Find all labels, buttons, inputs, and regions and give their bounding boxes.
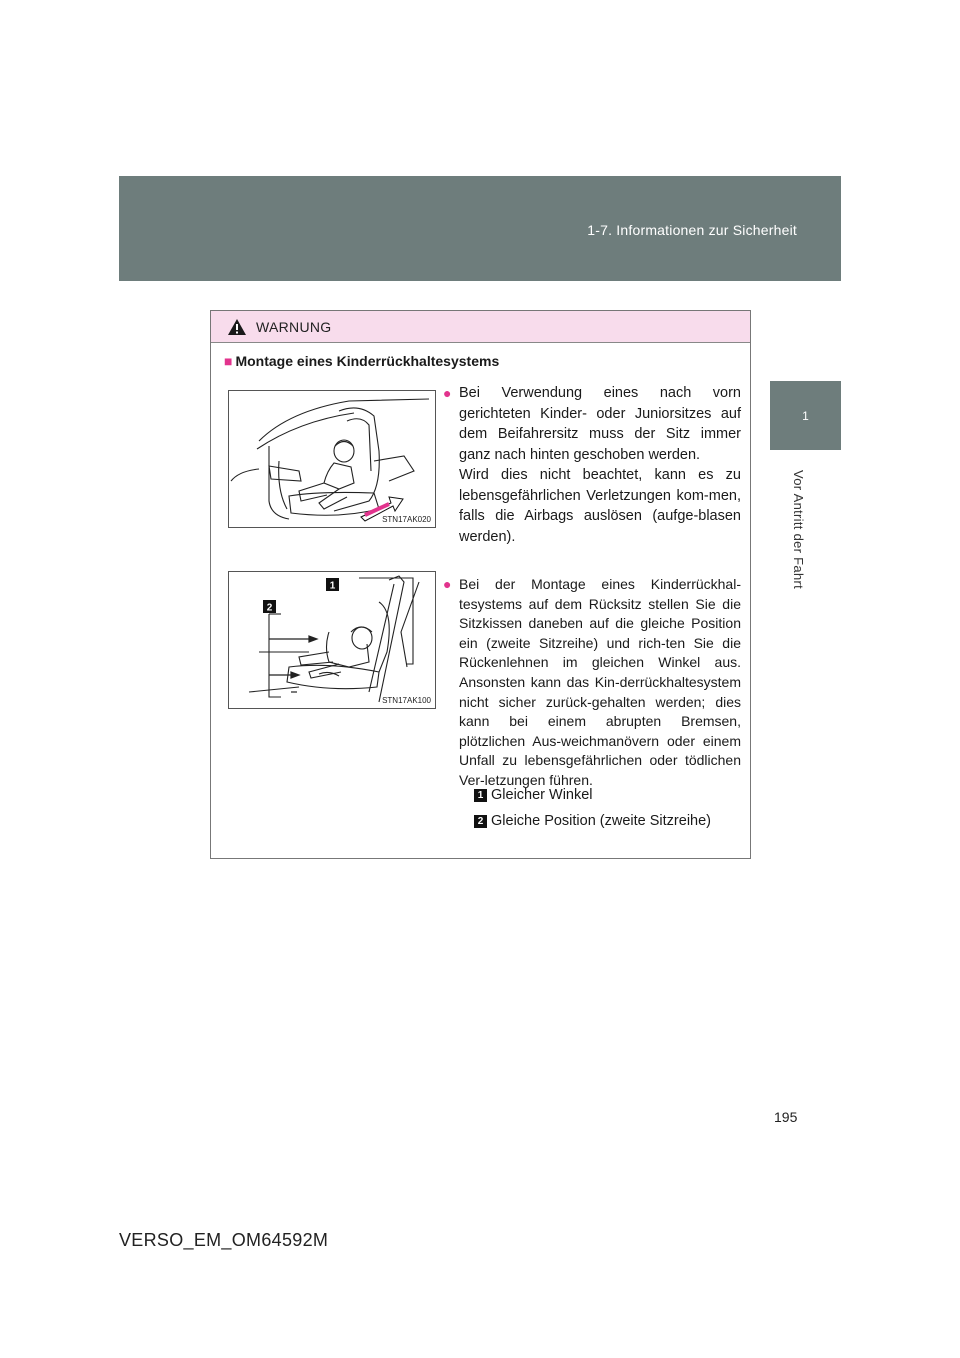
legend-number-2: 2 <box>474 815 487 828</box>
warning-triangle-icon <box>227 318 247 336</box>
warning-header <box>211 311 750 343</box>
bullet-rear-seat <box>443 575 741 791</box>
figure2-callout-2: 2 <box>266 602 273 614</box>
chapter-label: Vor Antritt der Fahrt <box>791 470 806 590</box>
figure1-code: STN17AK020 <box>382 515 431 524</box>
figure-front-seat-child-seat <box>228 390 436 528</box>
chapter-tab <box>770 381 841 450</box>
figure2-code: STN17AK100 <box>382 696 431 705</box>
bullet1-text: Bei Verwendung eines nach vorn gerichteten Kinder- oder Juniorsitzes auf dem Beifahrersitz muss der Sitz immer ganz nach hinten geschoben werden. <box>459 385 741 463</box>
bullet2-text: Bei der Montage eines Kinderrückhal-tesystems auf dem Rücksitz stellen Sie die Sitzkissen daneben auf die gleiche Position ein (zweite Sitzreihe) und rich-ten Sie die Rückenlehnen im gleichen Winkel aus. Ansonsten kann das Kin-derrückhaltesystem nicht sicher zurück-gehalten werden; dies kann bei einem abrupten Bremsen, plötzlichen Aus-weichmanövern oder einem Unfall zu lebensgefährlichen oder tödlichen Ver-letzungen führen. <box>459 576 741 788</box>
figure-rear-seat-child-seat <box>228 571 436 709</box>
section-heading-text: Montage eines Kinderrückhaltesystems <box>235 353 500 369</box>
section-heading <box>224 353 499 369</box>
warning-title: WARNUNG <box>256 319 332 335</box>
circle-bullet-icon: ● <box>443 385 452 401</box>
legend-item-2 <box>474 813 711 829</box>
legend-item-1 <box>474 787 593 803</box>
legend-text-2: Gleiche Position (zweite Sitzreihe) <box>491 813 712 829</box>
section-header-bar <box>119 176 841 281</box>
document-code: VERSO_EM_OM64592M <box>119 1230 329 1250</box>
bullet1-continuation: Wird dies nicht beachtet, kann es zu lebensgefährlichen Verletzungen kom-men, falls die Airbags auslösen (aufge-blasen werden). <box>459 467 741 545</box>
legend-text-1: Gleicher Winkel <box>491 787 593 803</box>
child-seat-front-illustration <box>229 391 435 527</box>
chapter-number: 1 <box>802 409 809 423</box>
legend-number-1: 1 <box>474 789 487 802</box>
bullet-front-seat <box>443 383 741 547</box>
warning-box <box>210 310 751 859</box>
child-seat-rear-illustration <box>229 572 435 708</box>
section-title: 1-7. Informationen zur Sicherheit <box>587 222 797 238</box>
page-number: 195 <box>774 1109 798 1125</box>
square-bullet-icon: ■ <box>224 353 233 369</box>
figure2-callout-1: 1 <box>329 580 336 592</box>
circle-bullet-icon: ● <box>443 576 452 592</box>
